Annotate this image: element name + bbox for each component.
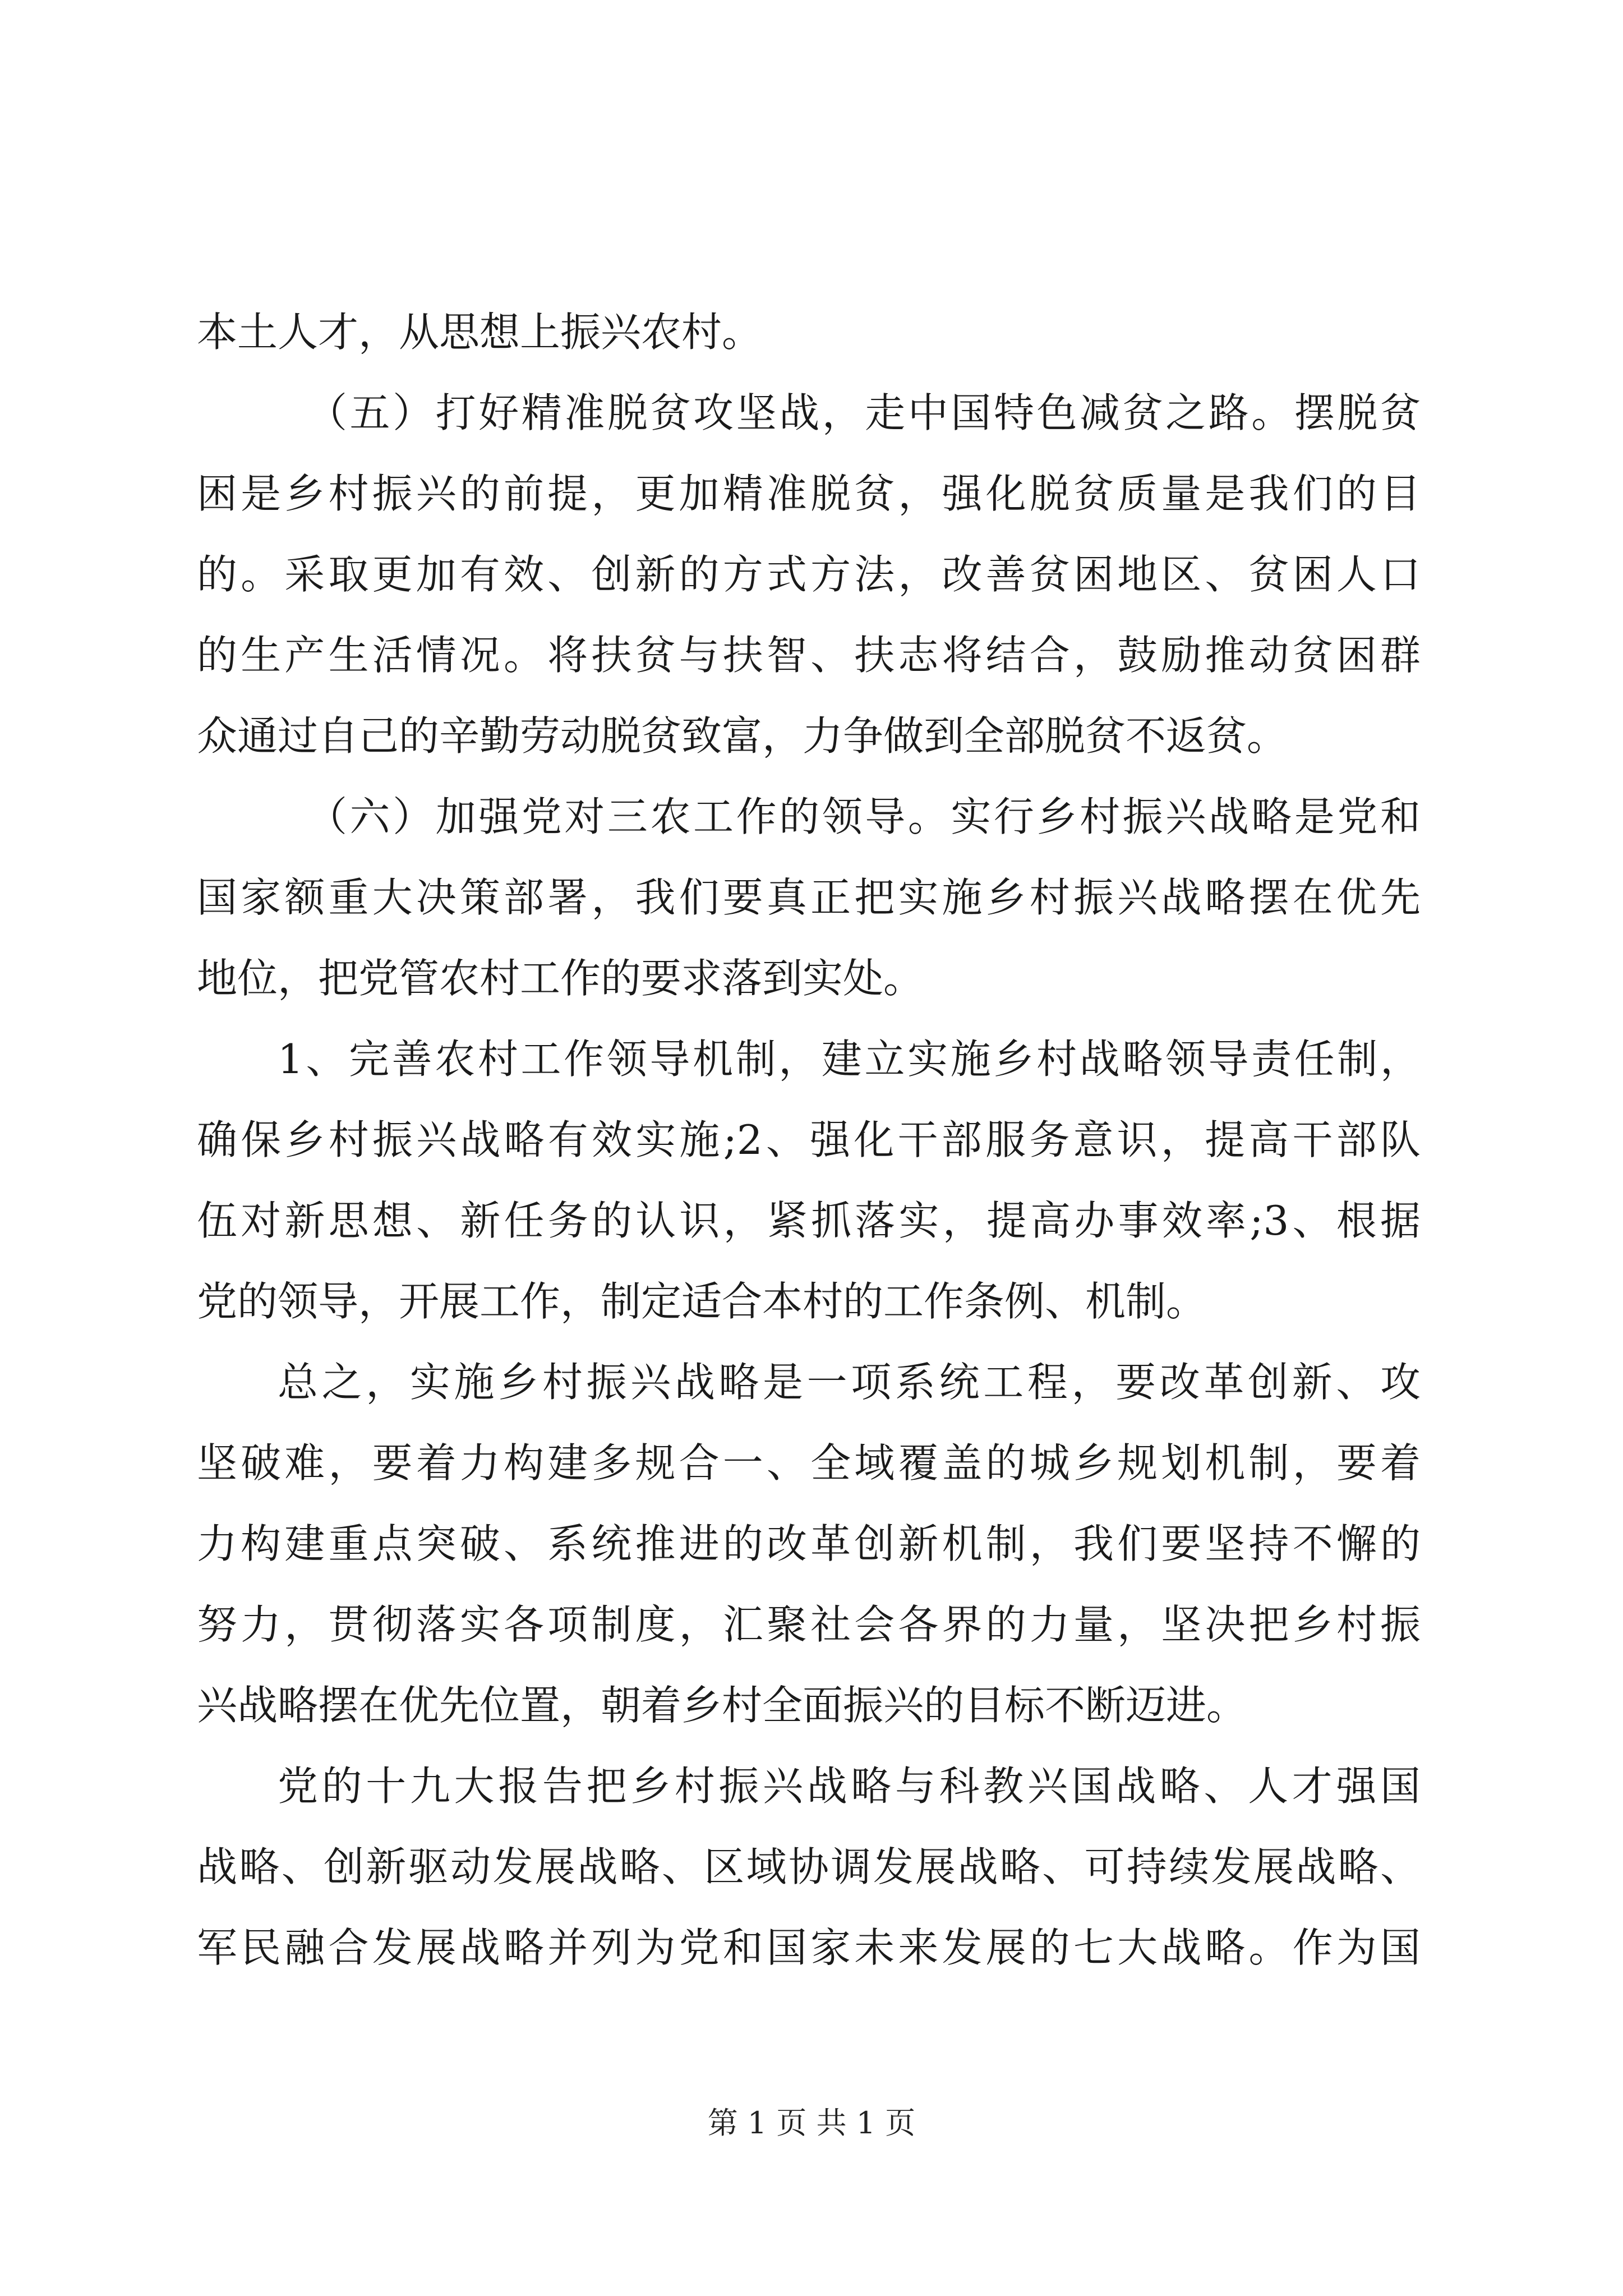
text-line: 地位，把党管农村工作的要求落到实处。 — [197, 955, 924, 1002]
text-line: 兴战略摆在优先位置，朝着乡村全面振兴的目标不断迈进。 — [197, 1682, 1247, 1729]
paragraph-poverty-alleviation — [197, 372, 1421, 776]
text-line: 的生产生活情况。将扶贫与扶智、扶志将结合，鼓励推动贫困群 — [197, 632, 1421, 679]
text-line: 党的领导，开展工作，制定适合本村的工作条例、机制。 — [197, 1278, 1207, 1325]
text-line: 力构建重点突破、系统推进的改革创新机制，我们要坚持不懈的 — [197, 1520, 1421, 1567]
paragraph-summary — [197, 1342, 1421, 1746]
text-line: 本土人才，从思想上振兴农村。 — [197, 309, 763, 356]
text-line: 战略、创新驱动发展战略、区域协调发展战略、可持续发展战略、 — [197, 1843, 1421, 1890]
document-body — [197, 292, 1421, 1988]
text-line: 的。采取更加有效、创新的方式方法，改善贫困地区、贫困人口 — [197, 551, 1421, 598]
text-line: 伍对新思想、新任务的认识，紧抓落实，提高办事效率;3、根据 — [197, 1197, 1421, 1244]
text-line: 确保乡村振兴战略有效实施;2、强化干部服务意识，提高干部队 — [197, 1116, 1421, 1163]
text-line: 众通过自己的辛勤劳动脱贫致富，力争做到全部脱贫不返贫。 — [197, 712, 1288, 760]
text-line: 坚破难，要着力构建多规合一、全域覆盖的城乡规划机制，要着 — [197, 1439, 1421, 1487]
text-line: 军民融合发展战略并列为党和国家未来发展的七大战略。作为国 — [197, 1924, 1421, 1971]
text-line: 1、完善农村工作领导机制，建立实施乡村战略领导责任制， — [278, 1036, 1421, 1083]
text-line: 党的十九大报告把乡村振兴战略与科教兴国战略、人才强国 — [278, 1763, 1421, 1810]
paragraph-party-leadership — [197, 776, 1421, 1019]
text-line: 努力，贯彻落实各项制度，汇聚社会各界的力量，坚决把乡村振 — [197, 1601, 1421, 1648]
text-line: （五）打好精准脱贫攻坚战，走中国特色减贫之路。摆脱贫 — [307, 389, 1421, 436]
paragraph-measures-list — [197, 1019, 1421, 1342]
text-line: 国家额重大决策部署，我们要真正把实施乡村振兴战略摆在优先 — [197, 874, 1421, 921]
text-line: 困是乡村振兴的前提，更加精准脱贫，强化脱贫质量是我们的目 — [197, 470, 1421, 517]
text-line: （六）加强党对三农工作的领导。实行乡村振兴战略是党和 — [307, 793, 1421, 840]
text-line: 总之，实施乡村振兴战略是一项系统工程，要改革创新、攻 — [278, 1359, 1421, 1406]
page-number-footer: 第 1 页 共 1 页 — [707, 2105, 916, 2141]
paragraph-nineteenth-congress — [197, 1746, 1421, 1988]
paragraph-continuation — [197, 292, 1421, 372]
